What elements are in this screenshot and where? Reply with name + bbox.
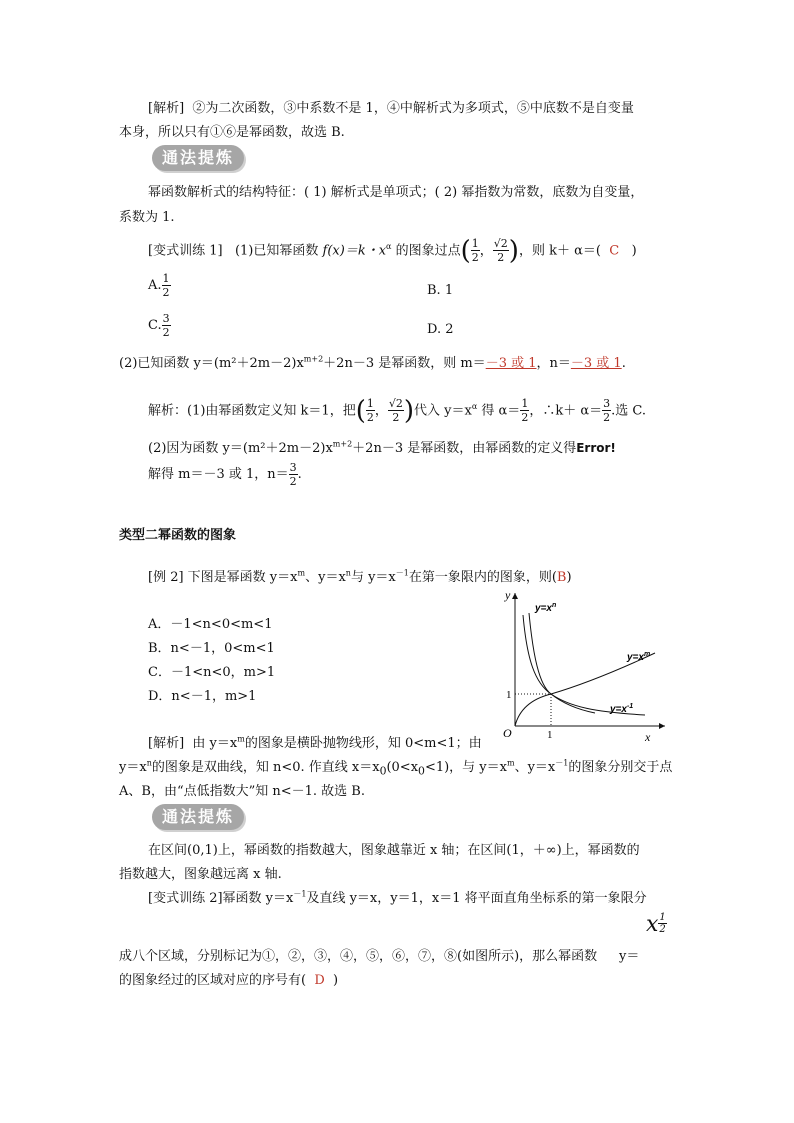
frac-num: 1 [659,912,666,923]
sol-point-frac-b [388,397,404,424]
option-a-label: A. [148,278,162,293]
point-frac-a [471,237,480,264]
sol1-c-pre: 解得 m＝－3 或 1，n＝ [148,467,289,482]
sol2-exp2: m [506,758,515,768]
option-c [148,312,171,339]
exercise-2-y-eq: y＝ [619,949,640,964]
frac-num: 1 [162,272,170,285]
exercise-2-line-1 [148,887,647,906]
sol1-b-exp: m+2 [332,439,353,449]
m-answer: －3 或 1 [485,356,537,371]
q1-func: f(x)＝k・x [322,243,387,259]
paren-open: ( [355,395,366,426]
sol2-l1-exp: m [237,734,245,744]
exercise-2-line-3 [119,969,338,988]
label-curve-m: $y=x^m$ [627,651,651,663]
question-2 [119,352,626,371]
curve-inverse [529,613,645,715]
x-tick-1: 1 [547,729,553,741]
sol2-l2-pre: y＝x [119,760,147,775]
sol-point-frac-a [366,397,375,424]
y-tick-1: 1 [506,689,512,701]
q2-text2: ＋2n－3 是幂函数，则 m＝ [323,356,486,371]
x-axis-arrow [659,723,665,729]
exercise-1-answer: C [609,243,620,259]
sol1-a-mid: 代入 y＝x [414,403,472,419]
sol2-l1: 由 y＝x [192,736,238,751]
option-c-frac [162,312,171,339]
curve-m [515,653,655,726]
ex2-option-c: C．－1<n<0，m>1 [148,665,276,680]
frac-den: 2 [366,411,374,425]
frac-den: 2 [162,326,170,339]
sol1-a-post2: ，∴k＋ α＝ [529,403,603,419]
sol1-b-post: ＋2n－3 是幂函数，由幂函数的定义得 [352,441,577,456]
sol2-l2-post2: (0<x [386,760,419,775]
solution-2-line-2 [119,756,672,778]
solution-1-line-b [148,437,616,456]
sol-frac-1 [520,397,529,424]
big-exp-frac [658,912,666,935]
sol2-tag: [解析] [148,736,185,751]
q2-text4: . [621,356,626,371]
point-frac-b [493,237,509,264]
power-function-graph [495,585,675,745]
paren-close: ) [403,395,415,426]
origin-label: O [503,726,512,740]
sol1-b-pre: (2)因为函数 y＝(m²＋2m－2)x [148,441,333,456]
sol1-alpha: α [471,402,478,411]
ex2-option-d: D．n<－1，m>1 [148,689,257,704]
solution-1-line-c [148,460,302,490]
sol-frac-3 [289,461,298,488]
analysis-tag: [解析] [148,101,185,116]
ex2-m: m [297,568,306,578]
frac-den: 2 [289,475,297,488]
method-badge-1: 通法提炼 [152,145,244,171]
frac-num: 3 [162,312,170,325]
ex2-q: [例 2] 下图是幂函数 y＝x [148,570,298,585]
method-2-line-1: 在区间(0,1)上，幂函数的指数越大，图象越靠近 x 轴；在区间(1，＋∞)上，幂函数的 [148,843,640,858]
label-curve-inverse: $y=x^{-1}$ [610,703,634,715]
option-d: D. 2 [427,322,454,337]
sol2-exp3: －1 [555,758,569,768]
exercise-1-question: [变式训练 1] (1)已知幂函数 f(x)＝k・$x^\alpha$ 的图象过点( $\frac{1}{2}$ ， $\frac{√2}{2}$ )，则 k＋ α＝( C ) [148,235,637,266]
analysis-line-1 [148,97,634,116]
option-c-label: C. [148,318,162,333]
big-power-expression [646,912,667,937]
frac-num: 1 [521,397,529,411]
ex3-l1-post: 及直线 y＝x，y＝1，x＝1 将平面直角坐标系的第一象限分 [306,891,647,906]
sol-frac-2 [602,397,611,424]
frac-den: 2 [392,411,400,425]
ex3-l1: [变式训练 2]幂函数 y＝x [148,891,294,906]
method-text-2: 系数为 1. [119,210,175,225]
sol1-a-end: .选 C. [611,403,646,419]
big-x: x [646,912,659,937]
frac-den: 2 [603,411,611,425]
q2-text3: ，n＝ [536,356,571,371]
frac-num: 1 [471,237,479,251]
frac-den: 2 [659,924,666,935]
analysis-line-2: 本身，所以只有①⑥是幂函数，故选 B. [119,125,345,140]
y-axis-label: y [505,588,511,602]
section-heading-type2: 类型二幂函数的图象 [119,528,237,543]
ex2-m1: －1 [395,568,409,578]
sol2-l2-post4: 、y＝x [514,760,556,775]
solution-1-line-a: 解析：(1)由幂函数定义知 k＝1，把( $\frac{1}{2}$ ， $\frac{√2}{2}$ )代入 $y=x^\alpha$ 得 α＝ $\frac{1}{2}$ ，∴k＋ α＝ $\frac{3}{2}$ .选 C. [148,395,646,426]
ex2-mid2: 与 y＝x [350,570,396,585]
frac-num: √2 [493,237,508,251]
q2-text: (2)已知函数 y＝(m²＋2m－2)x [119,356,304,371]
sol1-c-end: . [297,467,302,482]
q1-close: ) [631,243,637,259]
exercise-2-line-2: 成八个区域，分别标记为①，②，③，④，⑤，⑥，⑦，⑧(如图所示)，那么幂函数 [119,949,598,964]
sol2-sub2: 0 [418,764,425,778]
ex2-mid: 、y＝x [305,570,346,585]
example-2-question [148,566,572,585]
frac-den: 2 [162,286,170,299]
exercise-1-tag: [变式训练 1] [148,243,223,259]
solution-2-line-1 [148,732,482,751]
frac-den: 2 [521,411,529,425]
sol1-a-post: 得 α＝ [477,403,521,419]
method-2-line-2: 指数越大，图象越远离 x 轴. [119,867,282,882]
exercise-2-answer: D [314,973,325,988]
ex3-l3: 的图象经过的区域对应的序号有( [119,973,307,988]
option-b: B. 1 [427,283,454,298]
sol2-l2-post3: <1)，与 y＝x [424,760,507,775]
q1-pre: (1)已知幂函数 [234,243,319,259]
frac-num: √2 [388,397,403,411]
method-text-1: 幂函数解析式的结构特征：( 1) 解析式是单项式；( 2) 幂指数为常数，底数为自变量， [148,185,644,200]
q1-alpha: α [386,242,392,251]
frac-den: 2 [497,251,505,265]
ex2-option-b: B．n<－1，0<m<1 [148,641,275,656]
frac-num: 1 [366,397,374,411]
q1-mid: 的图象过点 [395,243,461,259]
frac-num: 3 [603,397,611,411]
option-a-frac [162,272,171,299]
q1-post: ，则 k＋ α＝( [518,243,601,259]
ex3-close: ) [333,973,339,988]
error-text: Error! [576,441,616,455]
ex2-n: n [345,568,351,578]
option-a [148,272,171,299]
sol2-l2-post5: 的图象分别交于点 [568,760,673,775]
frac-num: 3 [289,461,297,474]
sol2-l2-post: 的图象是双曲线，知 n<0. 作直线 x＝x [151,760,380,775]
x-axis-label: x [645,730,651,744]
ex2-option-a: A．－1<n<0<m<1 [148,617,273,632]
q2-exp: m+2 [303,354,324,364]
ex3-l1-exp: －1 [293,889,307,899]
label-curve-n: $y=x^n$ [535,602,557,614]
sol1-a-pre: 解析：(1)由幂函数定义知 k＝1，把 [148,403,356,419]
solution-2-line-3: A、B，由“点低指数大”知 n<－1. 故选 B. [119,784,365,799]
frac-den: 2 [471,251,479,265]
y-axis-arrow [512,593,518,599]
sol2-l2-exp: n [146,758,152,768]
method-badge-2: 通法提炼 [152,804,244,830]
ex2-post: 在第一象限内的图象，则( [408,570,557,585]
example-2-answer: B [556,570,567,585]
paren-open: ( [460,235,471,266]
sol2-l1-post: 的图象是横卧抛物线形，知 0<m<1；由 [244,736,482,751]
paren-close: ) [508,235,519,266]
sol2-sub: 0 [379,764,387,778]
n-answer: －3 或 1 [570,356,622,371]
analysis-text: ②为二次函数，③中系数不是 1，④中解析式为多项式，⑤中底数不是自变量 [192,101,634,116]
ex2-close: ) [566,570,572,585]
